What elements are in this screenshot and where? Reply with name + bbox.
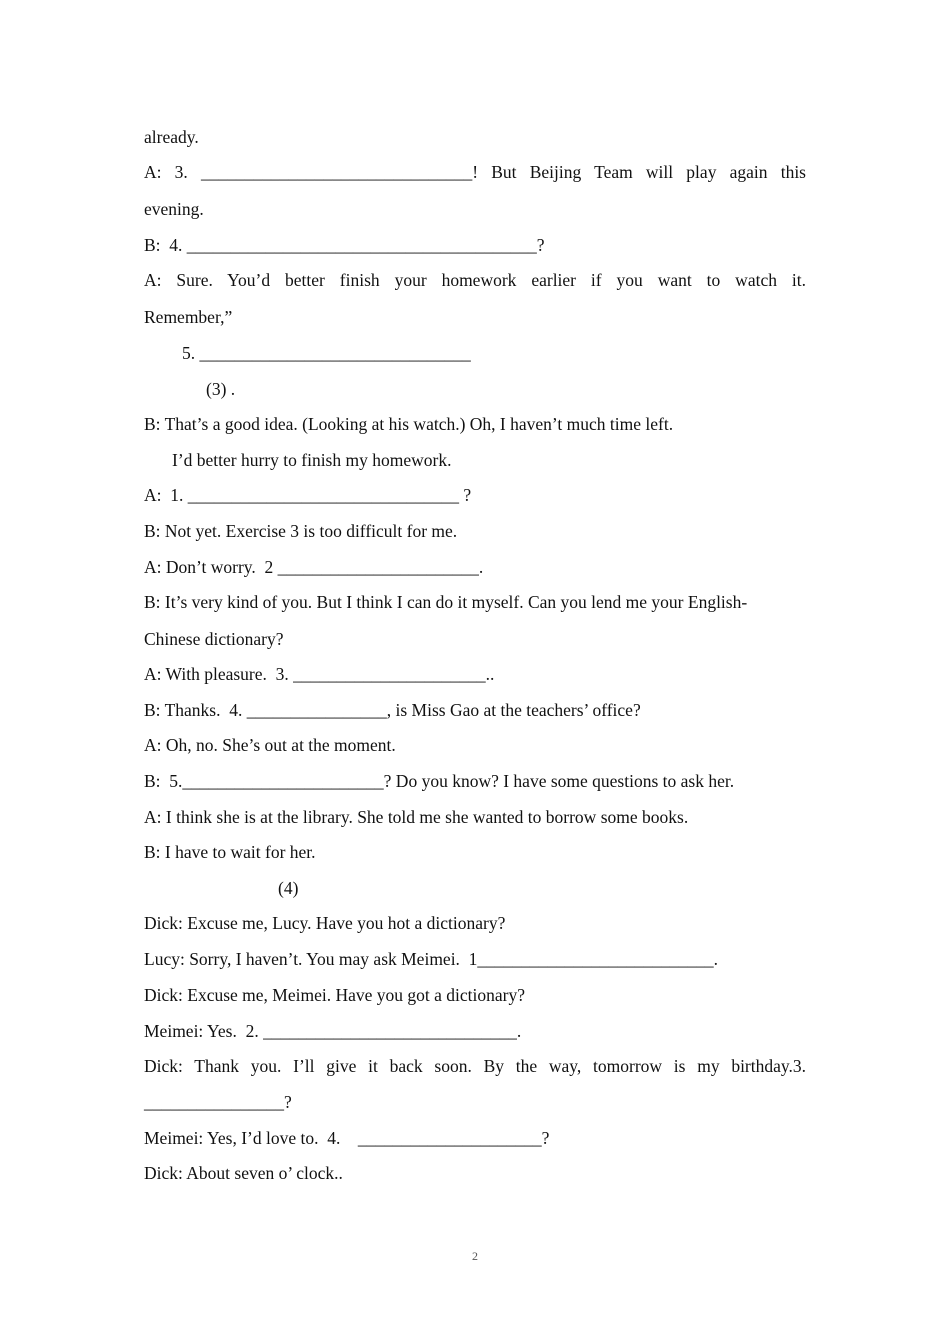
text-line: already. [144,127,199,147]
text-line: A: 1. _______________________________ ? [144,485,472,505]
text-line: ________________? [144,1092,292,1112]
text-line: Meimei: Yes, I’d love to. 4. _____________________? [144,1128,550,1148]
text-line: Lucy: Sorry, I haven’t. You may ask Meimei. 1___________________________. [144,949,719,969]
text-line: B: Not yet. Exercise 3 is too difficult for me. [144,521,458,541]
text-line: Remember,” [144,307,233,327]
text-line: Dick: Thank you. I’ll give it back soon. By the way, tomorrow is my birthday.3. [144,1056,806,1076]
text-line: evening. [144,199,204,219]
text-line: A: 3. _______________________________! But Beijing Team will play again this [144,162,806,182]
text-line: A: Don’t worry. 2 _______________________. [144,557,484,577]
text-line: B: Thanks. 4. ________________, is Miss Gao at the teachers’ office? [144,700,641,720]
page-number: 2 [472,1249,478,1263]
section-heading: (3) . [206,379,236,399]
text-line: 5. _______________________________ [182,343,471,363]
text-line: Meimei: Yes. 2. _____________________________. [144,1021,522,1041]
text-line: A: Sure. You’d better finish your homework earlier if you want to watch it. [144,270,806,290]
text-line: Dick: Excuse me, Lucy. Have you hot a dictionary? [144,913,506,933]
text-line: Dick: Excuse me, Meimei. Have you got a dictionary? [144,985,525,1005]
text-line: Dick: About seven o’ clock.. [144,1163,343,1183]
text-line: B: That’s a good idea. (Looking at his watch.) Oh, I haven’t much time left. [144,414,674,434]
text-line: B: 4. ________________________________________? [144,235,545,255]
text-line: Chinese dictionary? [144,629,284,649]
text-line: B: It’s very kind of you. But I think I can do it myself. Can you lend me your English- [144,592,748,612]
text-line: A: Oh, no. She’s out at the moment. [144,735,396,755]
text-line: A: With pleasure. 3. ______________________.. [144,664,495,684]
text-line: I’d better hurry to finish my homework. [172,450,452,470]
text-line: B: I have to wait for her. [144,842,316,862]
section-heading: (4) [278,878,299,898]
text-line: B: 5._______________________? Do you know? I have some questions to ask her. [144,771,735,791]
text-line: A: I think she is at the library. She told me she wanted to borrow some books. [144,807,689,827]
